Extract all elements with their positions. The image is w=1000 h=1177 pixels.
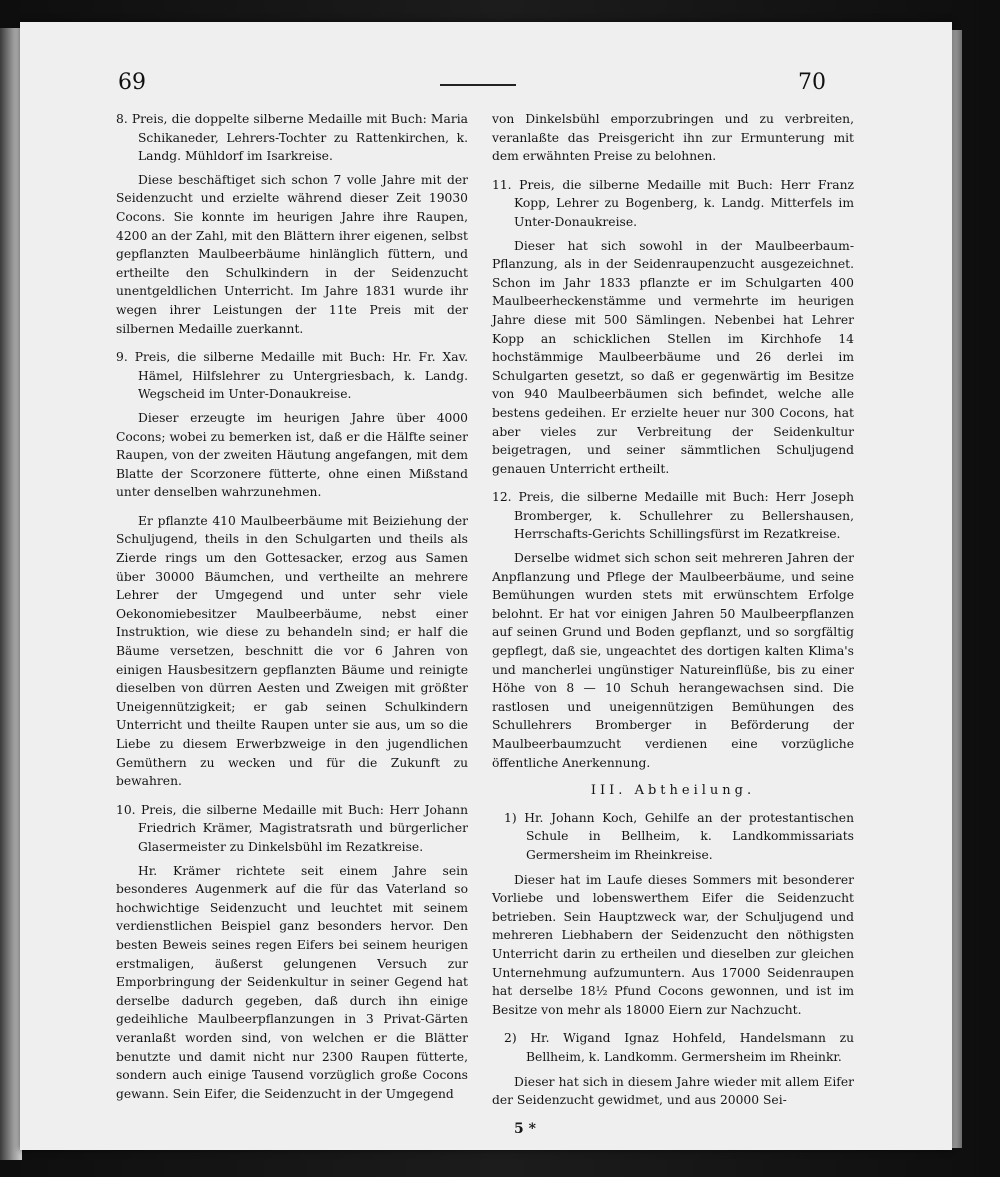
facing-page-edge	[0, 28, 22, 1160]
page-number-left: 69	[118, 70, 146, 95]
left-column	[116, 110, 468, 1113]
prize-10-text: Hr. Krämer richtete seit einem Jahre sein besonderes Augenmerk auf die für das Vaterland so hochwichtige Seidenzucht und leuchtet mit seinem verdienstlichen Beispiel ganz besonders hervor. Den besten Beweis seines regen Eifers bei seinem heurigen erstmaligen, äußerst gelungenen Versuch zur Emporbringung der Seidenkultur in seiner Gegend hat derselbe dadurch gegeben, daß durch ihn einige gedeihliche Maulbeerpflanzungen in 3 Privat-Gärten veranlaßt worden sind, von welchen er die Blätter benutzte und damit nicht nur 2300 Raupen fütterte, sondern auch einige Tausend vorzüglich große Cocons gewann. Sein Eifer, die Seidenzucht in der Umgegend	[116, 863, 468, 1101]
prize-9-text-1: Dieser erzeugte im heurigen Jahre über 4000 Cocons; wobei zu bemerken ist, daß er die Hälfte seiner Raupen, von der zweiten Häutung angefangen, mit dem Blatte der Scorzonere fütterte, ohne einen Mißstand unter denselben wahrzunehmen.	[116, 410, 468, 500]
section-item-2-text: Dieser hat sich in diesem Jahre wieder mit allem Eifer der Seidenzucht gewidmet, und aus 20000 Sei-	[492, 1074, 854, 1108]
section-heading: III. Abtheilung.	[590, 783, 756, 799]
signature-mark: 5 *	[514, 1120, 536, 1137]
header-rule	[440, 84, 516, 86]
prize-11-text: Dieser hat sich sowohl in der Maulbeerbaum-Pflanzung, als in der Seidenraupenzucht ausgezeichnet. Schon im Jahr 1833 pflanzte er im Schulgarten 400 Maulbeerheckenstämme und vermehrte im heurigen Jahre diese mit 500 Sämlingen. Nebenbei hat Lehrer Kopp an schicklichen Stellen im Kirchhofe 14 hochstämmige Maulbeerbäume und 26 derlei im Schulgarten gesetzt, so daß er gegenwärtig im Besitze von 940 Maulbeerbäumen sich befindet, welche alle bestens gedeihen. Er erzielte heuer nur 300 Cocons, hat aber vieles zur Verbreitung der Seidenkultur beigetragen, und seiner sämmtlichen Schuljugend genauen Unterricht ertheilt.	[492, 238, 854, 476]
book-page	[20, 22, 952, 1150]
prize-11-heading: 11. Preis, die silberne Medaille mit Buch: Herr Franz Kopp, Lehrer zu Bogenberg, k. Landg. Mitterfels im Unter-Donaukreise.	[492, 177, 854, 229]
section-item-1-heading: 1) Hr. Johann Koch, Gehilfe an der protestantischen Schule in Bellheim, k. Landkommissariats Germersheim im Rheinkreise.	[504, 810, 854, 862]
right-column	[492, 110, 854, 1138]
prize-8-text: Diese beschäftiget sich schon 7 volle Jahre mit der Seidenzucht und erzielte während dieser Zeit 19030 Cocons. Sie konnte im heurigen Jahre ihre Raupen, 4200 an der Zahl, mit den Blättern ihrer eigenen, selbst gepflanzten Maulbeerbäume hinlänglich füttern, und ertheilte den Schulkindern in der Seidenzucht unentgeldlichen Unterricht. Im Jahre 1831 wurde ihr wegen ihrer Leistungen der 11te Preis mit der silbernen Medaille zuerkannt.	[116, 172, 468, 336]
prize-9-heading: 9. Preis, die silberne Medaille mit Buch: Hr. Fr. Xav. Hämel, Hilfslehrer zu Untergriesbach, k. Landg. Wegscheid im Unter-Donaukreise.	[116, 350, 468, 402]
section-item-1-text: Dieser hat im Laufe dieses Sommers mit besonderer Vorliebe und lobenswerthem Eifer die Seidenzucht betrieben. Sein Hauptzweck war, der Schuljugend und mehreren Liebhabern der Seidenzucht den nöthigsten Unterricht darin zu ertheilen und dieselben zur gleichen Unternehmung aufzumuntern. Aus 17000 Seidenraupen hat derselbe 18½ Pfund Cocons gewonnen, und ist im Besitze von mehr als 18000 Eiern zur Nachzucht.	[492, 872, 854, 1017]
prize-12-heading: 12. Preis, die silberne Medaille mit Buch: Herr Joseph Bromberger, k. Schullehrer zu Bellershausen, Herrschafts-Gerichts Schillingsfürst im Rezatkreise.	[492, 490, 854, 542]
section-item-2-heading: 2) Hr. Wigand Ignaz Hohfeld, Handelsmann zu Bellheim, k. Landkomm. Germersheim im Rheinkr.	[504, 1031, 854, 1064]
prize-9-text-2: Er pflanzte 410 Maulbeerbäume mit Beiziehung der Schuljugend, theils in den Schulgarten und theils als Zierde rings um den Gottesacker, erzog aus Samen über 30000 Bäumchen, und vertheilte an mehrere Lehrer der Umgegend und unter sehr viele Oekonomiebesitzer Maulbeerbäume, nebst einer Instruktion, wie diese zu behandeln sind; er half die Bäume versetzen, beschnitt die vor 6 Jahren von einigen Hausbesitzern gepflanzten Bäume und reinigte dieselben von dürren Aesten und Zweigen mit größter Uneigennützigkeit; er gab seinen Schulkindern Unterricht und theilte Raupen unter sie aus, um so die Liebe zu diesem Erwerbzweige in den jugendlichen Gemüthern zu wecken und für die Zukunft zu bewahren.	[116, 513, 468, 789]
prize-10-heading: 10. Preis, die silberne Medaille mit Buch: Herr Johann Friedrich Krämer, Magistratsrath und bürgerlicher Glasermeister zu Dinkelsbühl im Rezatkreise.	[116, 802, 468, 854]
prize-12-text: Derselbe widmet sich schon seit mehreren Jahren der Anpflanzung und Pflege der Maulbeerbäume, und seine Bemühungen wurden stets mit erwünschtem Erfolge belohnt. Er hat vor einigen Jahren 50 Maulbeerpflanzen auf seinen Grund und Boden gepflanzt, und so sorgfältig gepflegt, daß sie, ungeachtet des dortigen kalten Klima's und mancherlei ungünstiger Natureinflüße, bis zu einer Höhe von 8 — 10 Schuh herangewachsen sind. Die rastlosen und uneigennützigen Bemühungen des Schullehrers Bromberger in Beförderung der Maulbeerbaumzucht verdienen eine vorzügliche öffentliche Anerkennung.	[492, 551, 854, 770]
page-number-right: 70	[798, 70, 826, 95]
prize-10-continuation: von Dinkelsbühl emporzubringen und zu verbreiten, veranlaßte das Preisgericht ihn zur Ermunterung mit dem erwähnten Preise zu belohnen.	[492, 112, 854, 164]
prize-8-heading: 8. Preis, die doppelte silberne Medaille mit Buch: Maria Schikaneder, Lehrers-Tochter zu Rattenkirchen, k. Landg. Mühldorf im Isarkreise.	[116, 112, 468, 164]
